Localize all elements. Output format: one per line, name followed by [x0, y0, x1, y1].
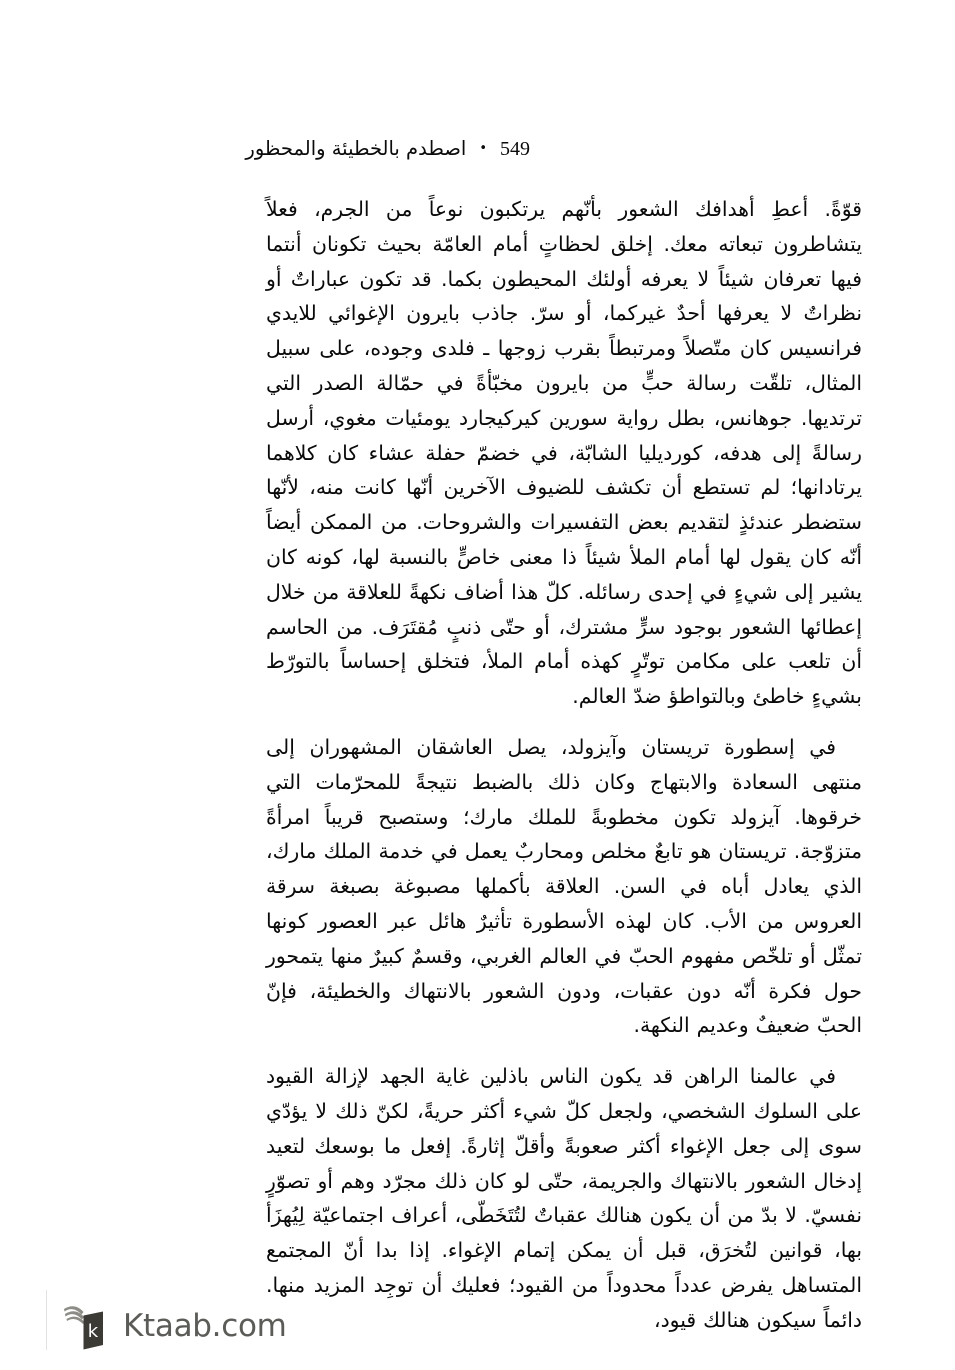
page-number: 549 [500, 138, 530, 160]
svg-text:k: k [87, 1321, 99, 1342]
paragraph: في عالمنا الراهن قد يكون الناس باذلين غاية الجهد لإزالة القيود على السلوك الشخصي، ولجعل كلّ شيء أكثر حريةً، لكنّ ذلك لا يؤدّي سوى إلى جعل الإغواء أكثر صعوبةً وأقلّ إثارةً. إفعل ما بوسعك لتعيد إدخال الشعور بالانتهاك والجريمة، حتّى لو كان ذلك مجرّد وهم أو تصوّرٍ نفسيّ. لا بدّ من أن يكون هنالك عقباتٌ لتُتَخَطّى، أعراف اجتماعيّة لِيُهزَأ بها، قوانين لتُخرَق، قبل أن يمكن إتمام الإغواء. إذا بدا أنّ المجتمع المتساهل يفرض عدداً محدوداً من القيود؛ فعليك أن توجِد المزيد منها. دائماً سيكون هنالك قيود، [266, 1064, 862, 1332]
open-book-icon [62, 1300, 108, 1352]
running-head-separator: • [479, 141, 487, 156]
running-head [110, 139, 530, 169]
paragraph: في إسطورة تريستان وآيزولد، يصل العاشقان المشهوران إلى منتهى السعادة والابتهاج وكان ذلك بالضبط نتيجةً للمحرّمات التي خرقوها. آيزولد تكون مخطوبةً للملك مارك؛ وستصبح قريباً امرأةً متزوّجة. تريستان هو تابعٌ مخلص ومحاربٌ يعمل في خدمة الملك مارك، الذي يعادل أباه في السن. العلاقة بأكملها مصبوغة بصبغة سرقة العروس من الأب. كان لهذه الأسطورة تأثيرٌ هائل عبر العصور كونها تمثّل أو تلخّص مفهوم الحبّ في العالم الغربي، وقسمٌ كبيرٌ منها يتمحور حول فكرة أنّه دون عقبات، ودون الشعور بالانتهاك والخطيئة، فإنّ الحبّ ضعيفٌ وعديم النكهة. [266, 734, 862, 1038]
watermark [62, 1300, 287, 1352]
running-head-title: اصطدم بالخطيئة والمحظور [245, 137, 467, 160]
body-text [266, 192, 862, 1338]
watermark-site-name: Ktaab.com [123, 1307, 287, 1344]
scan-gutter-line [46, 1290, 47, 1350]
paragraph: قوّةً. أعطِ أهدافك الشعور بأنّهم يرتكبون نوعاً من الجرم، فعلاً يتشاطرون تبعاته معك. إخلق لحظاتٍ أمام العامّة بحيث تكونان أنتما فيها تعرفان شيئاً لا يعرفه أولئك المحيطون بكما. قد تكون عباراتٌ أو نظراتٌ لا يعرفها أحدٌ غيركما، أو سرّ. جاذب بايرون الإغوائي للايدي فرانسيس كان متّصلاً ومرتبطاً بقرب زوجها ـ فلدى وجوده، على سبيل المثال، تلقّت رسالة حبٍّ من بايرون مخبّأةً في حمّالة الصدر التي ترتديها. جوهانس، بطل رواية سورين كيركيجارد يومئيات مغوي، أرسل رسالةً إلى هدفه، كورديليا الشابّة، في خضمّ حفلة عشاء كان كلاهما يرتادانها؛ لم تستطع أن تكشف للضيوف الآخرين أنّها كانت منه، لأنّها ستضطر عندئذٍ لتقديم بعض التفسيرات والشروحات. من الممكن أيضاً أنّه كان يقول لها أمام الملأ شيئاً ذا معنى خاصٍّ بالنسبة لها، كونه كان يشير إلى شيءٍ في إحدى رسائله. كلّ هذا أضاف نكهةً للعلاقة من خلال إعطائها الشعور بوجود سرٍّ مشترك، أو حتّى ذنبٍ مُقتَرَف. من الحاسم أن تلعب على مكامن توتّرٍ كهذه أمام الملأ، فتخلق إحساساً بالتورّط بشيءٍ خاطئ وبالتواطؤ ضدّ العالم. [266, 197, 862, 709]
